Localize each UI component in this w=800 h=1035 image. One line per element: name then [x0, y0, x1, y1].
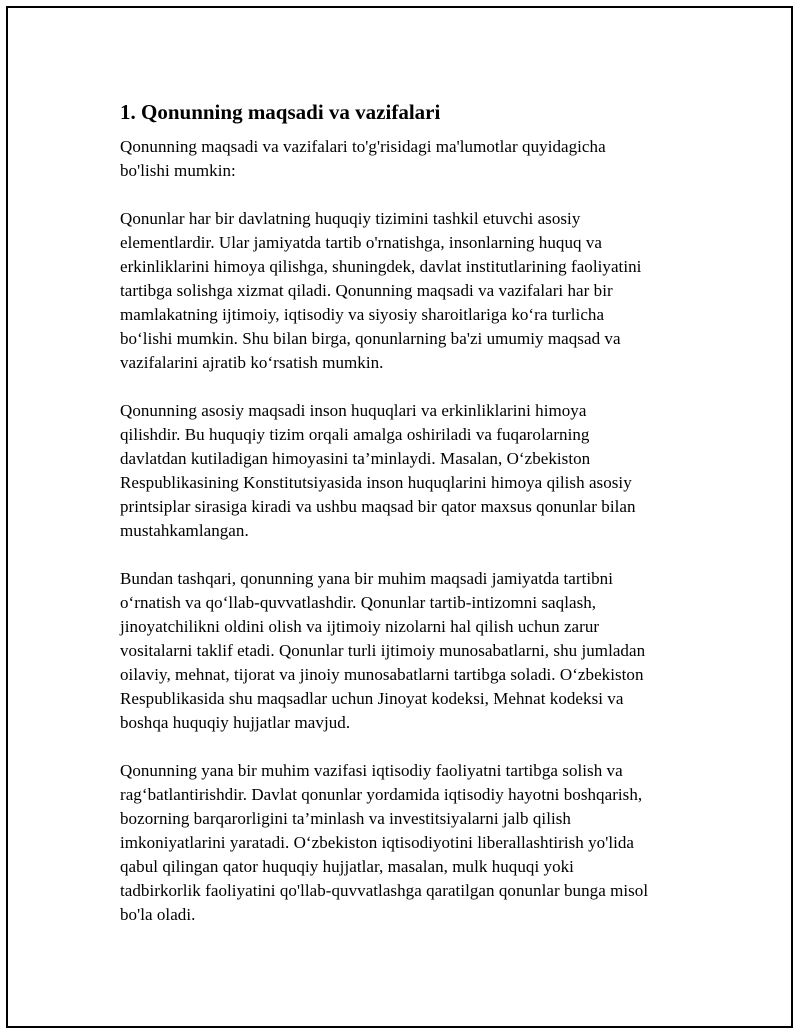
- text-line: erkinliklarini himoya qilishga, shuningdek, davlat institutlarining faoliyatini: [120, 257, 642, 276]
- text-line: vazifalarini ajratib ko‘rsatish mumkin.: [120, 353, 384, 372]
- text-line: Qonunning maqsadi va vazifalari to'g'risidagi ma'lumotlar quyidagicha: [120, 137, 606, 156]
- text-line: bo'la oladi.: [120, 905, 196, 924]
- text-line: bo'lishi mumkin:: [120, 161, 236, 180]
- page-frame: [6, 6, 793, 1028]
- text-line: printsiplar sirasiga kiradi va ushbu maqsad bir qator maxsus qonunlar bilan: [120, 497, 636, 516]
- text-line: mustahkamlangan.: [120, 521, 249, 540]
- text-line: Bundan tashqari, qonunning yana bir muhim maqsadi jamiyatda tartibni: [120, 569, 613, 588]
- text-line: boshqa huquqiy hujjatlar mavjud.: [120, 713, 351, 732]
- section-heading: 1. Qonunning maqsadi va vazifalari: [120, 100, 441, 124]
- text-line: Respublikasining Konstitutsiyasida inson huquqlarini himoya qilish asosiy: [120, 473, 632, 492]
- text-line: Qonunning asosiy maqsadi inson huquqlari va erkinliklarini himoya: [120, 401, 587, 420]
- text-line: bo‘lishi mumkin. Shu bilan birga, qonunlarning ba'zi umumiy maqsad va: [120, 329, 621, 348]
- paragraph-economy: [120, 759, 700, 927]
- document-body: [120, 98, 700, 951]
- text-line: Qonunning yana bir muhim vazifasi iqtisodiy faoliyatni tartibga solish va: [120, 761, 623, 780]
- paragraph-intro: [120, 135, 700, 183]
- text-line: tadbirkorlik faoliyatini qo'llab-quvvatlashga qaratilgan qonunlar bunga misol: [120, 881, 649, 900]
- paragraph-human-rights: [120, 399, 700, 543]
- text-line: qilishdir. Bu huquqiy tizim orqali amalga oshiriladi va fuqarolarning: [120, 425, 590, 444]
- text-line: davlatdan kutiladigan himoyasini ta’minlaydi. Masalan, O‘zbekiston: [120, 449, 591, 468]
- text-line: Respublikasida shu maqsadlar uchun Jinoyat kodeksi, Mehnat kodeksi va: [120, 689, 624, 708]
- paragraph-public-order: [120, 567, 700, 735]
- text-line: qabul qilingan qator huquqiy hujjatlar, masalan, mulk huquqi yoki: [120, 857, 574, 876]
- text-line: tartibga solishga xizmat qiladi. Qonunning maqsadi va vazifalari har bir: [120, 281, 613, 300]
- text-line: oilaviy, mehnat, tijorat va jinoiy munosabatlarni tartibga soladi. O‘zbekiston: [120, 665, 644, 684]
- text-line: vositalarni taklif etadi. Qonunlar turli ijtimoiy munosabatlarni, shu jumladan: [120, 641, 646, 660]
- text-line: bozorning barqarorligini ta’minlash va investitsiyalarni jalb qilish: [120, 809, 571, 828]
- text-line: mamlakatning ijtimoiy, iqtisodiy va siyosiy sharoitlariga ko‘ra turlicha: [120, 305, 605, 324]
- text-line: jinoyatchilikni oldini olish va ijtimoiy nizolarni hal qilish uchun zarur: [120, 617, 600, 636]
- text-line: o‘rnatish va qo‘llab-quvvatlashdir. Qonunlar tartib-intizomni saqlash,: [120, 593, 597, 612]
- text-line: imkoniyatlarini yaratadi. O‘zbekiston iqtisodiyotini liberallashtirish yo'lida: [120, 833, 635, 852]
- paragraph-laws-role: [120, 207, 700, 375]
- text-line: Qonunlar har bir davlatning huquqiy tizimini tashkil etuvchi asosiy: [120, 209, 581, 228]
- text-line: elementlardir. Ular jamiyatda tartib o'rnatishga, insonlarning huquq va: [120, 233, 603, 252]
- text-line: rag‘batlantirishdir. Davlat qonunlar yordamida iqtisodiy hayotni boshqarish,: [120, 785, 643, 804]
